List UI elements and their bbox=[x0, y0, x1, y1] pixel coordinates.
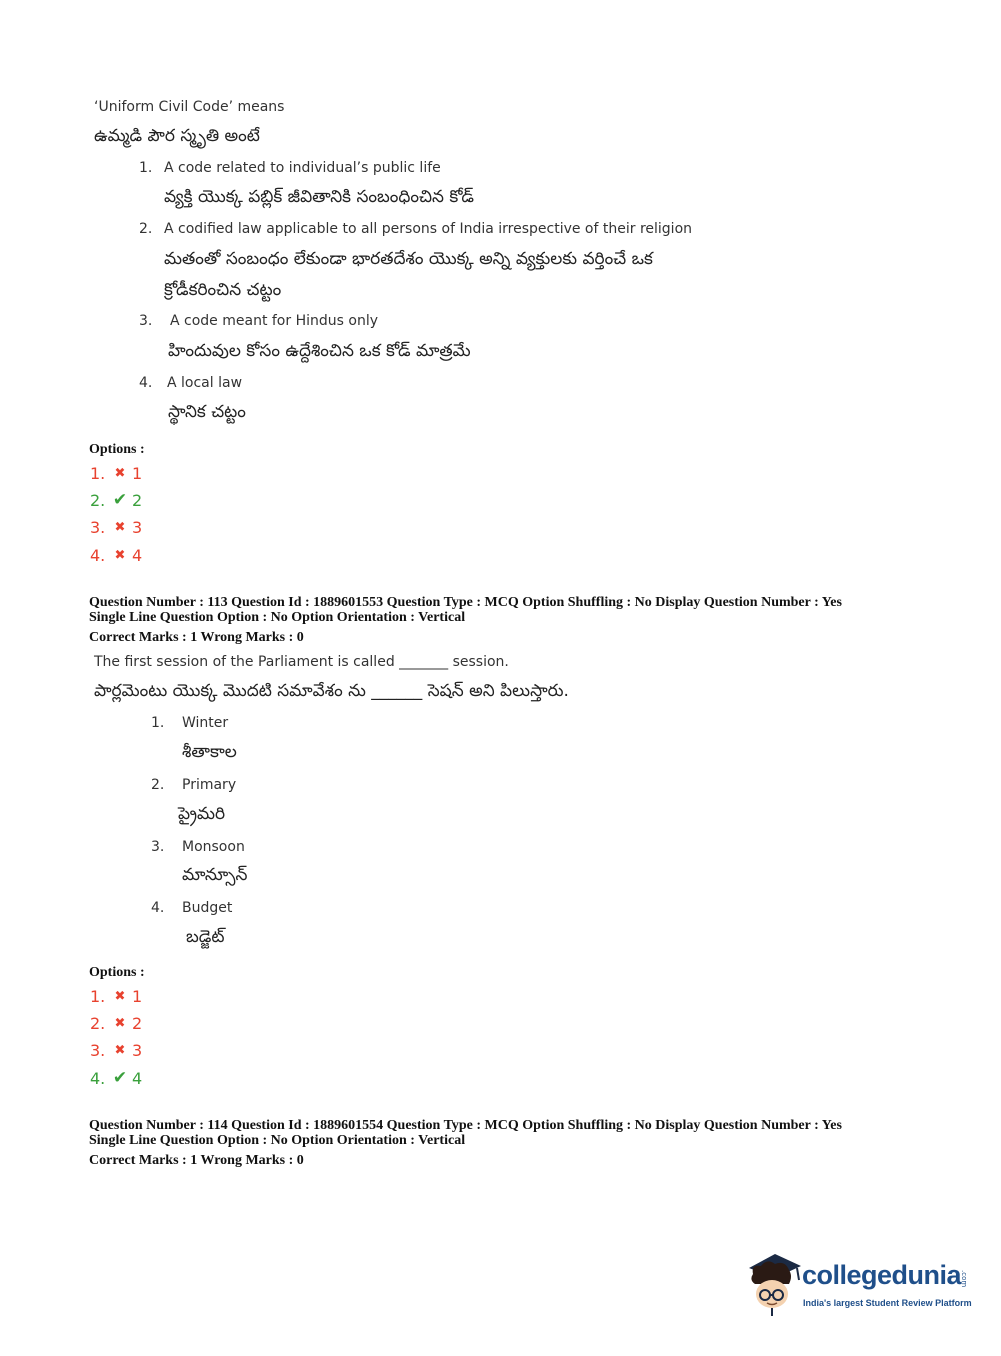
choice-number: 4. bbox=[151, 900, 165, 916]
question-meta-line: Question Number : 113 Question Id : 1889601553 Question Type : MCQ Option Shuffling : No Display Question Number : Yes bbox=[89, 595, 842, 610]
cross-icon: ✖ bbox=[114, 1042, 126, 1058]
choice-text-te: శీతాకాల bbox=[182, 742, 237, 762]
answer-number: 2. bbox=[90, 1013, 106, 1033]
options-heading: Options : bbox=[89, 965, 145, 980]
choice-text-te: మతంతో సంబంధం లేకుండా భారతదేశం యొక్క అన్ని వ్యక్తులకు వర్తించే ఒక bbox=[164, 249, 653, 269]
cross-icon: ✖ bbox=[114, 519, 126, 535]
answer-value: 2 bbox=[132, 490, 143, 510]
choice-text-te: బడ్జెట్ bbox=[186, 927, 225, 947]
choice-number: 2. bbox=[139, 221, 153, 237]
choice-text-te: క్రోడీకరించిన చట్టం bbox=[164, 280, 282, 300]
choice-number: 4. bbox=[139, 375, 153, 391]
choice-text-en: A codified law applicable to all persons of India irrespective of their religion bbox=[164, 221, 693, 237]
answer-number: 4. bbox=[90, 1068, 106, 1088]
cross-icon: ✖ bbox=[114, 1015, 126, 1031]
check-icon: ✔ bbox=[112, 1068, 128, 1088]
answer-option bbox=[90, 1040, 142, 1060]
answer-number: 2. bbox=[90, 490, 106, 510]
choice-text-te: వ్యక్తి యొక్క పబ్లిక్ జీవితానికి సంబంధించిన కోడ్ bbox=[164, 187, 474, 207]
answer-value: 1 bbox=[132, 986, 143, 1006]
answer-option bbox=[90, 1068, 142, 1088]
cross-icon: ✖ bbox=[114, 547, 126, 563]
choice-text-en: Monsoon bbox=[182, 839, 245, 855]
answer-number: 3. bbox=[90, 517, 106, 537]
choice-text-en: Winter bbox=[182, 715, 229, 731]
choice-number: 3. bbox=[139, 313, 153, 329]
question-meta-line: Single Line Question Option : No Option Orientation : Vertical bbox=[89, 610, 466, 625]
answer-option bbox=[90, 463, 142, 483]
choice-text-en: A local law bbox=[167, 375, 243, 391]
question-text-en: The first session of the Parliament is called _______ session. bbox=[94, 654, 509, 670]
cross-icon: ✖ bbox=[114, 988, 126, 1004]
choice-text-en: A code related to individual’s public life bbox=[164, 160, 441, 176]
question-text-te: పార్లమెంటు యొక్క మొదటి సమావేశం ను ______ సెషన్ అని పిలుస్తారు. bbox=[94, 681, 569, 701]
choice-text-en: A code meant for Hindus only bbox=[170, 313, 378, 329]
question-marks-line: Correct Marks : 1 Wrong Marks : 0 bbox=[89, 1153, 304, 1168]
question-text-te: ఉమ్మడి పౌర స్మృతి అంటే bbox=[94, 126, 260, 146]
choice-number: 1. bbox=[139, 160, 153, 176]
question-marks-line: Correct Marks : 1 Wrong Marks : 0 bbox=[89, 630, 304, 645]
answer-number: 4. bbox=[90, 545, 106, 565]
choice-text-en: Primary bbox=[182, 777, 237, 793]
answer-option bbox=[90, 986, 142, 1006]
choice-text-te: హిందువుల కోసం ఉద్దేశించిన ఒక కోడ్ మాత్రమే bbox=[168, 341, 471, 361]
answer-value: 4 bbox=[132, 1068, 143, 1088]
answer-value: 4 bbox=[132, 545, 143, 565]
logo-tagline: India's largest Student Review Platform bbox=[803, 1298, 972, 1308]
answer-value: 3 bbox=[132, 1040, 143, 1060]
question-text-en: ‘Uniform Civil Code’ means bbox=[94, 99, 285, 115]
choice-number: 3. bbox=[151, 839, 165, 855]
collegedunia-logo bbox=[745, 1250, 975, 1320]
answer-value: 3 bbox=[132, 517, 143, 537]
logo-suffix: .com bbox=[960, 1270, 968, 1288]
choice-text-te: ప్రైమరి bbox=[178, 804, 226, 824]
answer-number: 3. bbox=[90, 1040, 106, 1060]
choice-number: 2. bbox=[151, 777, 165, 793]
logo-wordmark: collegedunia bbox=[802, 1260, 962, 1290]
question-meta-line: Question Number : 114 Question Id : 1889601554 Question Type : MCQ Option Shuffling : No Display Question Number : Yes bbox=[89, 1118, 842, 1133]
answer-number: 1. bbox=[90, 986, 106, 1006]
choice-number: 1. bbox=[151, 715, 165, 731]
cross-icon: ✖ bbox=[114, 465, 126, 481]
mascot-icon bbox=[745, 1250, 803, 1318]
choice-text-te: మాన్సూన్ bbox=[182, 865, 248, 885]
answer-option bbox=[90, 545, 142, 565]
choice-text-en: Budget bbox=[182, 900, 233, 916]
answer-option bbox=[90, 1013, 142, 1033]
options-heading: Options : bbox=[89, 442, 145, 457]
answer-value: 2 bbox=[132, 1013, 143, 1033]
answer-option bbox=[90, 490, 142, 510]
choice-text-te: స్థానిక చట్టం bbox=[168, 402, 246, 422]
question-meta-line: Single Line Question Option : No Option Orientation : Vertical bbox=[89, 1133, 466, 1148]
check-icon: ✔ bbox=[112, 490, 128, 510]
answer-value: 1 bbox=[132, 463, 143, 483]
answer-number: 1. bbox=[90, 463, 106, 483]
answer-option bbox=[90, 517, 142, 537]
